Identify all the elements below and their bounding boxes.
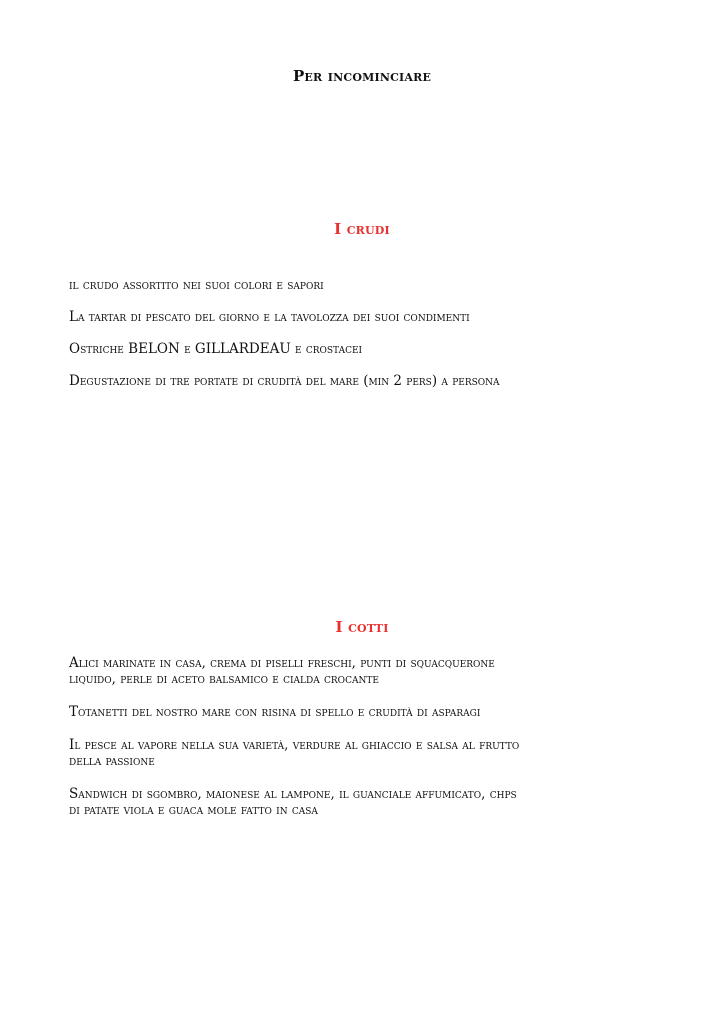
cotti-menu-list [69, 655, 669, 835]
menu-item [69, 786, 669, 818]
menu-item-line: di patate viola e guaca mole fatto in casa [69, 802, 318, 818]
menu-item-line: della passione [69, 753, 155, 769]
menu-item: il crudo assortito nei suoi colori e sapori [69, 277, 324, 293]
menu-item-line: Totanetti del nostro mare con risina di spello e crudità di asparagi [69, 704, 481, 720]
menu-item [69, 655, 669, 687]
menu-item-line: Sandwich di sgombro, maionese al lampone, il guanciale affumicato, chps [69, 786, 517, 802]
crudi-menu-list [69, 277, 669, 405]
menu-item-line: Il pesce al vapore nella sua varietà, verdure al ghiaccio e salsa al frutto [69, 737, 520, 753]
section-title-cotti: I cotti [335, 618, 389, 636]
menu-item [69, 737, 669, 769]
menu-item-line: Alici marinate in casa, crema di piselli freschi, punti di squacquerone [69, 655, 495, 671]
menu-item: Ostriche BELON e GILLARDEAU e crostacei [69, 341, 363, 357]
page-title: Per incominciare [292, 67, 432, 85]
menu-item [69, 704, 669, 720]
menu-item: Degustazione di tre portate di crudità del mare (min 2 pers) a persona [69, 373, 500, 389]
section-title-crudi: I crudi [334, 220, 390, 238]
menu-item-line: liquido, perle di aceto balsamico e cialda crocante [69, 671, 379, 687]
menu-item: La tartar di pescato del giorno e la tavolozza dei suoi condimenti [69, 309, 470, 325]
